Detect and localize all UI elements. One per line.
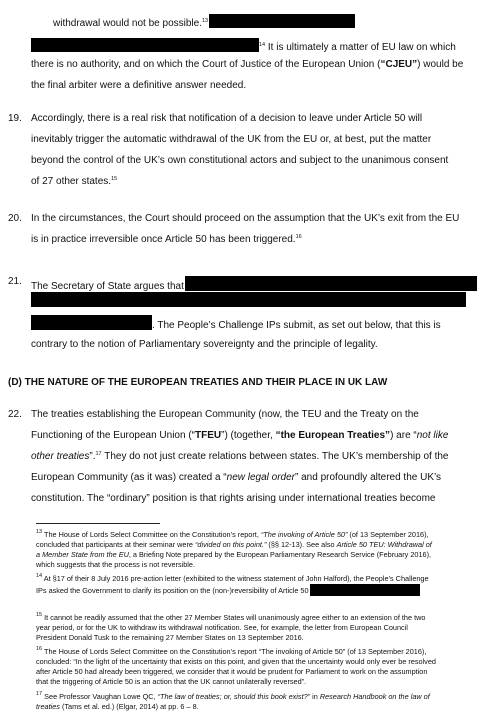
redaction-block bbox=[31, 315, 152, 330]
footnote-16-line: after Article 50 had already been triggered, we consider that it would be prudent for Parliament to work on the assumption bbox=[36, 667, 428, 676]
footnote-ref[interactable]: 15 bbox=[111, 176, 118, 182]
text-line: Accordingly, there is a real risk that notification of a decision to leave under Article 50 will bbox=[31, 113, 423, 124]
text-line bbox=[31, 292, 466, 309]
text-line: $^{14}$ It is ultimately a matter of EU law on which bbox=[31, 38, 456, 54]
footnote-16-line: that the triggering of Article 50 is an action that the UK cannot unilaterally reversed”. bbox=[36, 677, 307, 686]
text-line: is in practice irreversible once Article 50 has been triggered.$^{16}$ bbox=[31, 234, 302, 245]
redaction-block bbox=[185, 276, 477, 291]
text-line: there is no authority, and on which the Court of Justice of the European Union (“CJEU”) would be bbox=[31, 59, 464, 70]
paragraph-number: 19. bbox=[8, 113, 22, 124]
paragraph-number: 22. bbox=[8, 409, 22, 420]
text-line: European Community (as it was) created a “new legal order” and profoundly altered the UK’s bbox=[31, 472, 442, 483]
text-line: Functioning of the European Union (“TFEU”) (together, “the European Treaties”) are “not like bbox=[31, 430, 449, 441]
redaction-block bbox=[31, 38, 259, 52]
redaction-block bbox=[310, 584, 420, 596]
text-line: other treaties”.$^{17}$ They do not just create relations between states. The UK’s membership of the bbox=[31, 451, 449, 462]
paragraph-number: 21. bbox=[8, 276, 22, 287]
footnote-13-line: concluded that participants at their seminar were “divided on this point.” (§§ 12-13). See also Article 50 TEU: Withdrawal of bbox=[36, 540, 432, 549]
text-line: of 27 other states.$^{15}$ bbox=[31, 176, 118, 187]
footnote-16: $^{16}$ The House of Lords Select Committee on the Constitution’s report “The invoking of Article 50” (of 13 September 2016), bbox=[36, 646, 427, 656]
text-line: In the circumstances, the Court should proceed on the assumption that the UK’s exit from the EU bbox=[31, 213, 460, 224]
text-line: beyond the control of the UK’s own constitutional actors and subject to the unanimous consent bbox=[31, 155, 449, 166]
footnote-ref[interactable]: 16 bbox=[295, 234, 302, 240]
footnote-13-line: a Member State from the EU, a Briefing Note prepared by the European Parliamentary Research Service (February 2016), bbox=[36, 550, 432, 559]
footnote-17-line: treaties (Tams et al. ed.) (Elgar, 2014) at pp. 6 – 8. bbox=[36, 702, 199, 711]
footnote-14: $^{14}$ At §17 of their 8 July 2016 pre-action letter (exhibited to the witness statement of John Halford), the People’s Challenge bbox=[36, 573, 429, 583]
text-line: withdrawal would not be possible.$^{13}$ bbox=[53, 14, 355, 30]
footnote-15-line: year period, or for the UK to withdraw its withdrawal notification. See, for example, the letter from European Council bbox=[36, 623, 408, 632]
footnote-15-line: President Donald Tusk to the remaining 27 Member States on 13 September 2016. bbox=[36, 633, 304, 642]
text-line: The treaties establishing the European Community (now, the TEU and the Treaty on the bbox=[31, 409, 419, 420]
footnote-17: $^{17}$ See Professor Vaughan Lowe QC, “The law of treaties; or, should this book exist?” in Research Handbook on the law of bbox=[36, 691, 430, 701]
footnote-13: $^{13}$ The House of Lords Select Committee on the Constitution’s report, “The invoking of Article 50” (of 13 September 2016), bbox=[36, 529, 429, 539]
footnote-separator bbox=[36, 523, 160, 524]
footnote-ref[interactable]: 17 bbox=[95, 451, 102, 457]
redaction-block bbox=[31, 292, 466, 307]
paragraph-number: 20. bbox=[8, 213, 22, 224]
footnote-ref[interactable]: 14 bbox=[259, 42, 266, 48]
footnote-16-line: concluded: “In the light of the uncertainty that exists on this point, and given that the uncertainty would only ever be resolved bbox=[36, 657, 436, 666]
footnote-13-line: which suggests that the process is not reversible. bbox=[36, 560, 195, 569]
text-line: The Secretary of State argues that bbox=[31, 276, 477, 293]
text-line: constitution. The “ordinary” position is that rights arising under international treaties become bbox=[31, 493, 436, 504]
redaction-block bbox=[209, 14, 355, 28]
text-line: the final arbiter were a definitive answer needed. bbox=[31, 80, 247, 91]
footnote-ref[interactable]: 13 bbox=[201, 18, 209, 24]
footnote-14-line: IPs asked the Government to clarify its position on the (non-)reversibility of Article 50 bbox=[36, 584, 420, 596]
footnote-15: $^{15}$ It cannot be readily assumed that the other 27 Member States will unanimously agree either to an extension of the two bbox=[36, 612, 426, 622]
section-heading: (D) THE NATURE OF THE EUROPEAN TREATIES AND THEIR PLACE IN UK LAW bbox=[8, 377, 388, 388]
text-line: . The People’s Challenge IPs submit, as set out below, that this is bbox=[31, 315, 441, 332]
text-line: contrary to the notion of Parliamentary sovereignty and the principle of legality. bbox=[31, 339, 378, 350]
text-line: inevitably trigger the automatic withdrawal of the UK from the EU or, at best, put the matter bbox=[31, 134, 432, 145]
